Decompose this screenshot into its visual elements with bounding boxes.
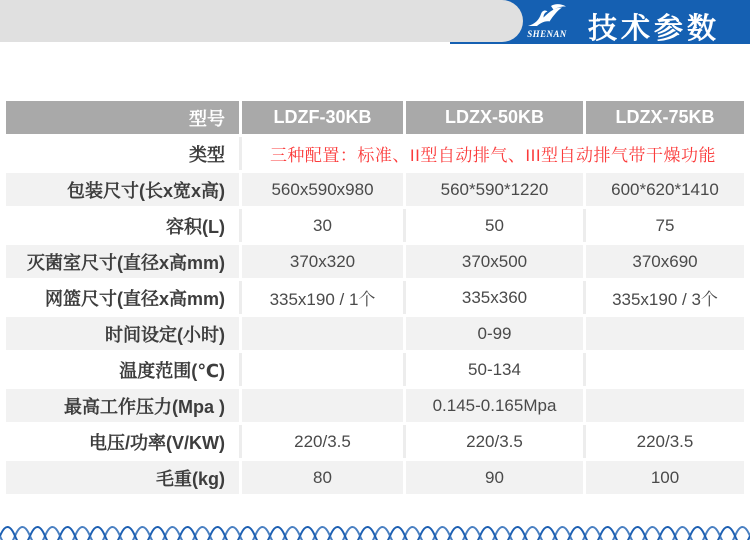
spec-row [6,281,744,314]
spec-row [6,209,744,242]
spec-value: 335x360 [406,281,583,314]
spec-value: 600*620*1410 [586,173,744,206]
type-row [6,137,744,170]
row-label: 容积(L) [6,209,239,242]
model-column-header: LDZX-50KB [406,101,583,134]
spec-value: 100 [586,461,744,494]
spec-value: 220/3.5 [242,425,403,458]
spec-row [6,317,744,350]
spec-row [6,425,744,458]
spec-value: 75 [586,209,744,242]
spec-value: 30 [242,209,403,242]
row-label: 电压/功率(V/KW) [6,425,239,458]
swan-logo-icon [517,3,577,29]
spec-value: 560*590*1220 [406,173,583,206]
spec-row [6,245,744,278]
brand-name: SHENAN [527,29,567,39]
row-label: 最高工作压力(Mpa ) [6,389,239,422]
spec-row [6,461,744,494]
model-header-row [6,101,744,134]
spec-value [242,353,403,386]
spec-value: 50 [406,209,583,242]
row-label: 时间设定(小时) [6,317,239,350]
banner-capsule-decoration [0,0,523,42]
spec-value: 370x690 [586,245,744,278]
spec-value [242,317,403,350]
spec-value [586,389,744,422]
spec-value: 370x320 [242,245,403,278]
spec-value: 220/3.5 [586,425,744,458]
spec-value: 370x500 [406,245,583,278]
spec-value: 335x190 / 3个 [586,281,744,314]
spec-value: 0-99 [406,317,583,350]
row-label: 灭菌室尺寸(直径x高mm) [6,245,239,278]
row-label: 毛重(kg) [6,461,239,494]
spec-value [242,389,403,422]
spec-row [6,389,744,422]
wave-decoration [0,525,750,540]
spec-value: 0.145-0.165Mpa [406,389,583,422]
row-label: 包装尺寸(长x宽x高) [6,173,239,206]
row-label: 网篮尺寸(直径x高mm) [6,281,239,314]
model-column-header: LDZF-30KB [242,101,403,134]
spec-value: 80 [242,461,403,494]
spec-value [586,353,744,386]
spec-value [586,317,744,350]
row-label: 温度范围(℃) [6,353,239,386]
model-column-header: LDZX-75KB [586,101,744,134]
spec-value: 220/3.5 [406,425,583,458]
spec-value: 335x190 / 1个 [242,281,403,314]
spec-value: 560x590x980 [242,173,403,206]
spec-row [6,173,744,206]
model-header-label: 型号 [6,101,239,134]
page-title: 技术参数 [588,13,721,45]
spec-row [6,353,744,386]
brand-logo [517,3,577,43]
row-label: 类型 [6,137,239,170]
spec-table [6,101,744,497]
spec-value: 50-134 [406,353,583,386]
spec-value: 90 [406,461,583,494]
type-config-text: 三种配置：标准、II型自动排气、III型自动排气带干燥功能 [242,137,744,170]
